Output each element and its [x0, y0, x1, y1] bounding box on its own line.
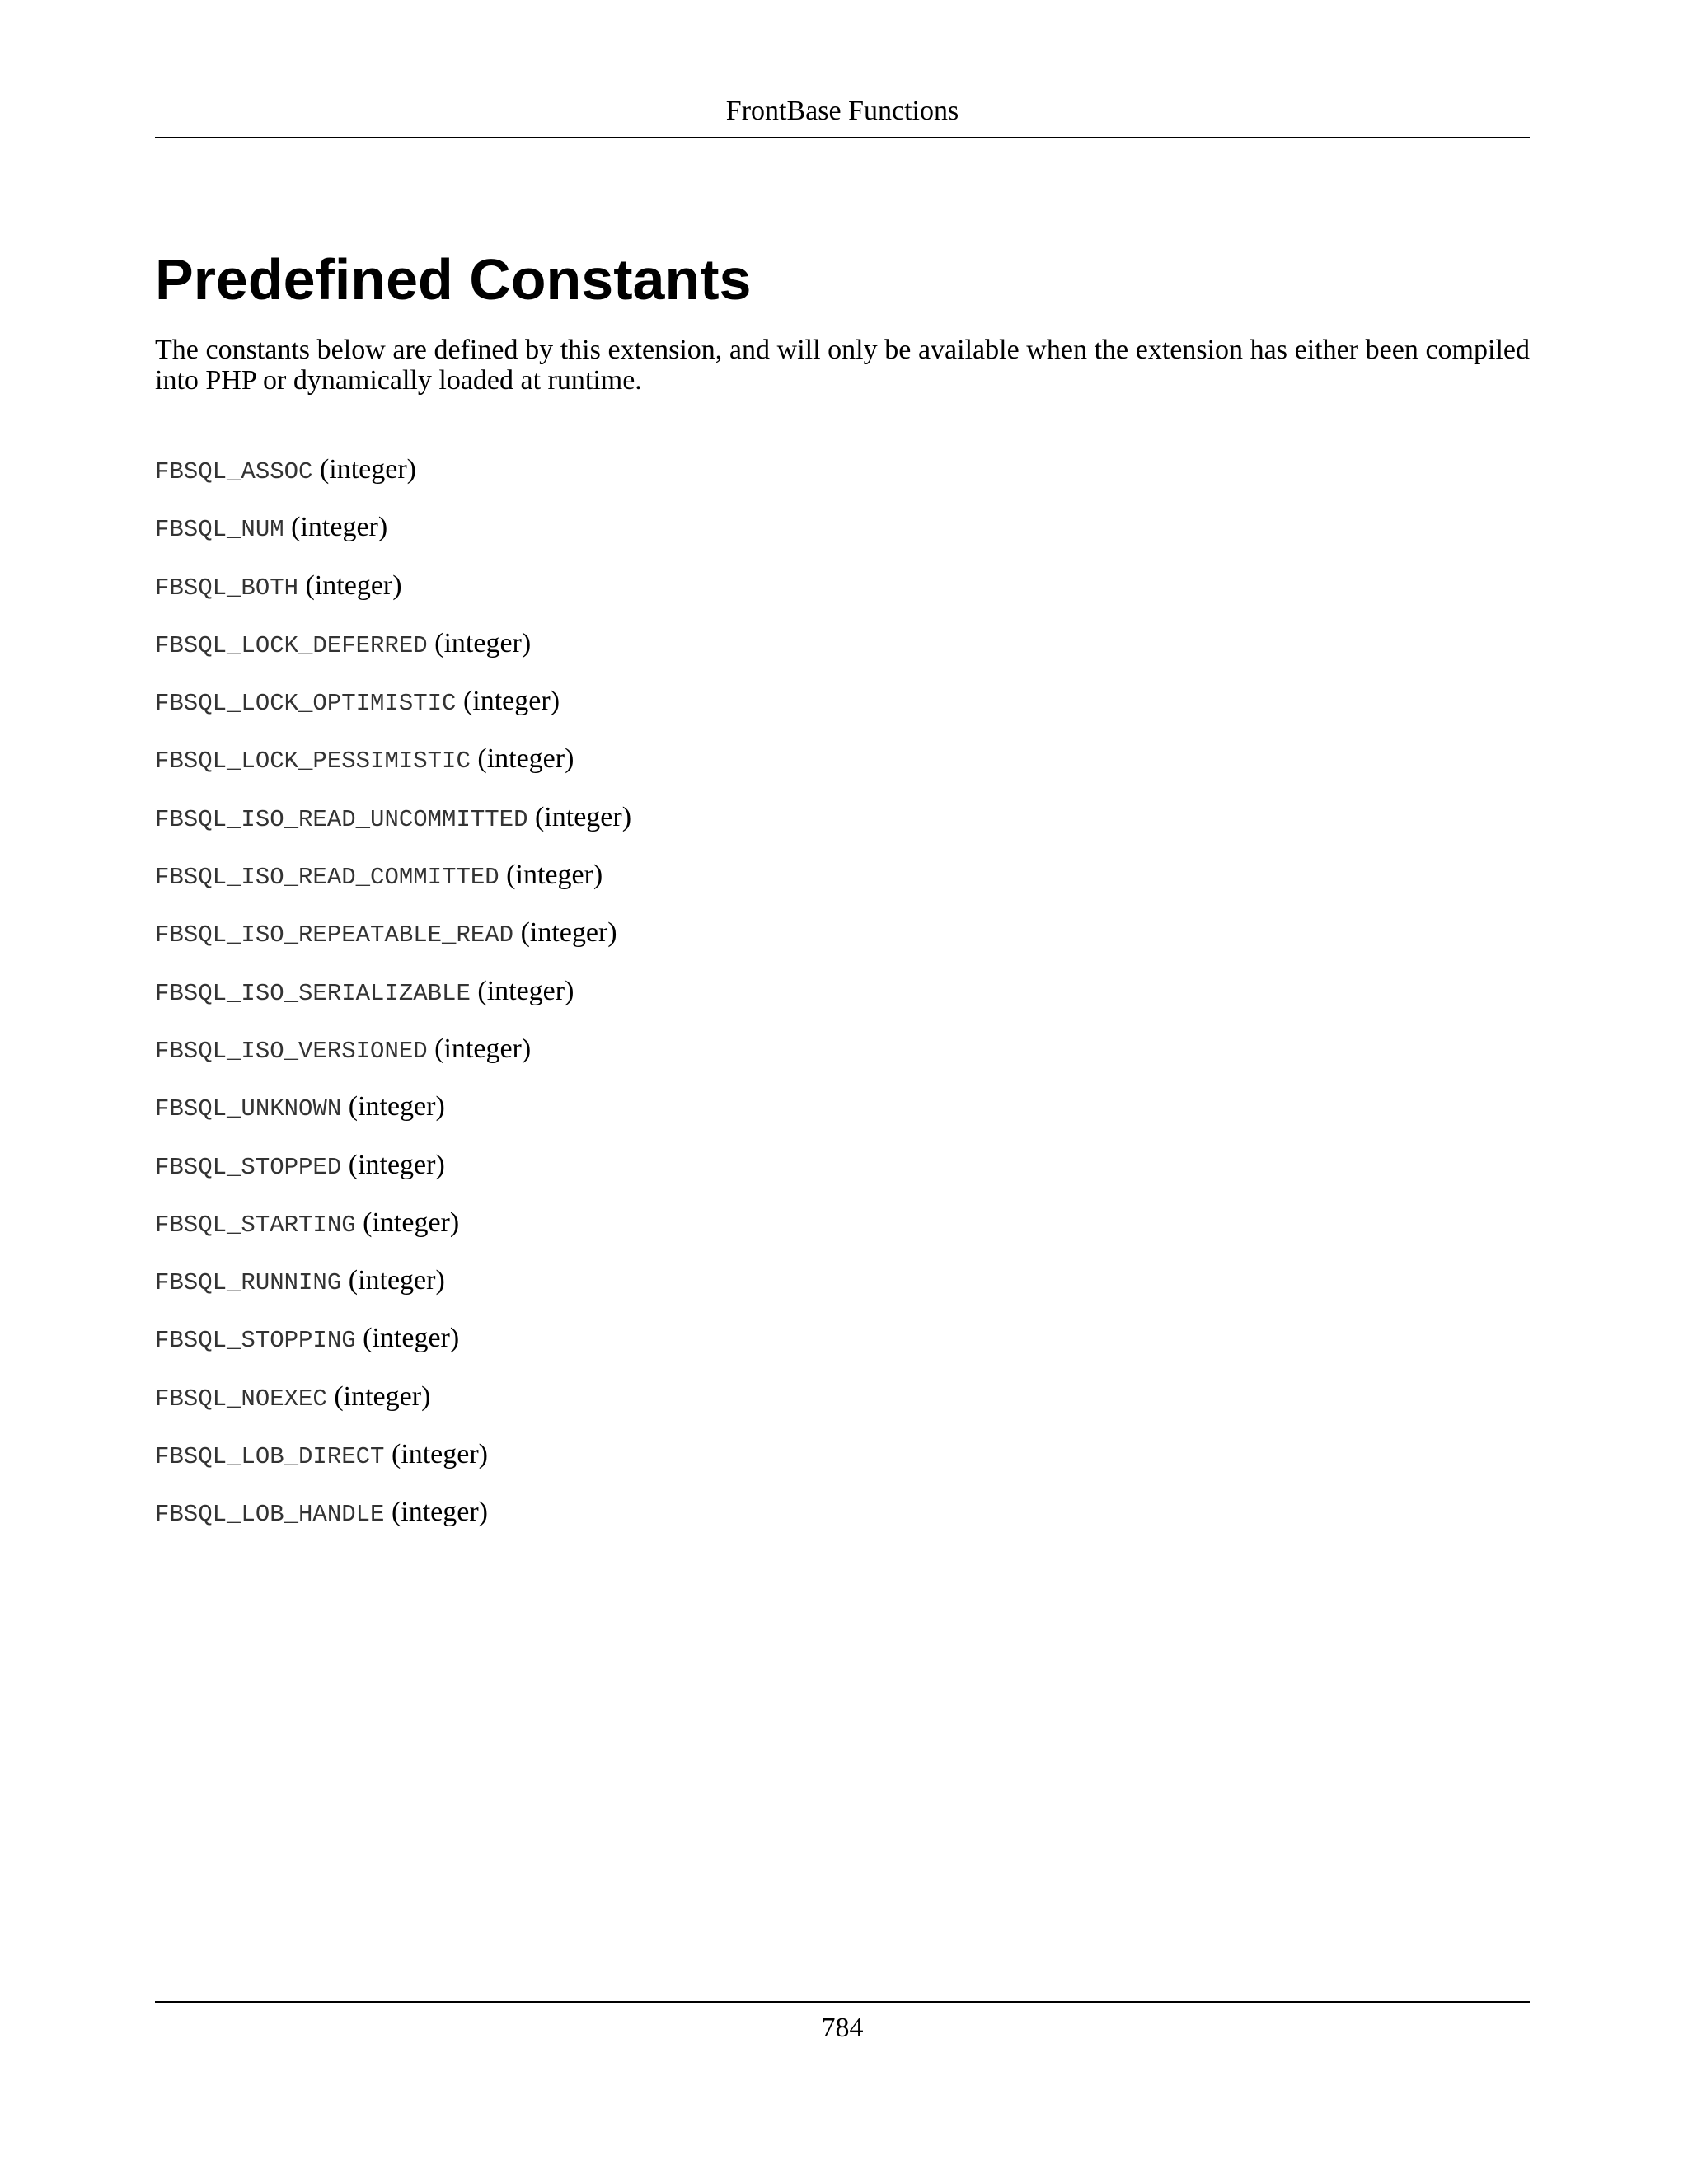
constant-name: FBSQL_LOB_DIRECT	[155, 1443, 385, 1471]
constant-name: FBSQL_STOPPED	[155, 1153, 342, 1181]
constant-type: (integer)	[363, 1323, 460, 1354]
constant-item	[155, 453, 631, 511]
page-footer	[155, 2001, 1530, 2050]
constant-name: FBSQL_LOB_HANDLE	[155, 1501, 385, 1529]
constant-type: (integer)	[434, 627, 532, 658]
constant-type: (integer)	[462, 686, 560, 717]
constant-name: FBSQL_ASSOC	[155, 458, 313, 485]
constants-list	[155, 453, 631, 1554]
constant-name: FBSQL_BOTH	[155, 574, 299, 602]
intro-paragraph: The constants below are defined by this extension, and will only be available when the extension has either been compiled into PHP or dynamically loaded at runtime.	[155, 335, 1530, 396]
constant-item	[155, 1496, 631, 1554]
running-header-title: FrontBase Functions	[725, 96, 959, 126]
constant-type: (integer)	[319, 454, 416, 485]
constant-item	[155, 511, 631, 569]
constant-item	[155, 859, 631, 916]
constant-type: (integer)	[534, 801, 632, 832]
constant-name: FBSQL_ISO_READ_UNCOMMITTED	[155, 805, 528, 833]
constant-item	[155, 975, 631, 1033]
constant-name: FBSQL_LOCK_PESSIMISTIC	[155, 748, 471, 776]
constant-name: FBSQL_UNKNOWN	[155, 1095, 342, 1123]
constant-type: (integer)	[477, 975, 574, 1006]
constant-item	[155, 801, 631, 859]
constant-name: FBSQL_LOCK_DEFERRED	[155, 631, 428, 659]
constant-item	[155, 685, 631, 743]
constant-type: (integer)	[348, 1149, 445, 1180]
constant-item	[155, 916, 631, 974]
constant-type: (integer)	[520, 917, 617, 949]
constant-type: (integer)	[391, 1497, 488, 1528]
constant-name: FBSQL_ISO_VERSIONED	[155, 1037, 428, 1065]
constant-name: FBSQL_NUM	[155, 516, 284, 544]
constant-item	[155, 1149, 631, 1207]
constant-item	[155, 569, 631, 627]
constant-item	[155, 1264, 631, 1322]
constant-item	[155, 1322, 631, 1380]
constant-item	[155, 1380, 631, 1438]
constant-item	[155, 743, 631, 800]
constant-type: (integer)	[291, 512, 388, 543]
constant-name: FBSQL_ISO_REPEATABLE_READ	[155, 921, 514, 949]
constant-type: (integer)	[305, 569, 402, 601]
constant-name: FBSQL_STOPPING	[155, 1327, 356, 1355]
constant-type: (integer)	[434, 1033, 532, 1064]
constant-type: (integer)	[477, 743, 574, 775]
constant-item	[155, 1090, 631, 1148]
page-number: 784	[821, 2013, 864, 2043]
constant-name: FBSQL_STARTING	[155, 1211, 356, 1239]
constant-type: (integer)	[348, 1265, 445, 1296]
constant-item	[155, 1033, 631, 1090]
constant-name: FBSQL_RUNNING	[155, 1269, 342, 1297]
constant-type: (integer)	[391, 1439, 488, 1470]
constant-item	[155, 1438, 631, 1496]
constant-type: (integer)	[334, 1380, 431, 1412]
constant-type: (integer)	[363, 1207, 460, 1238]
constant-type: (integer)	[348, 1091, 445, 1122]
constant-name: FBSQL_NOEXEC	[155, 1385, 327, 1413]
constant-item	[155, 627, 631, 685]
running-header	[155, 89, 1530, 138]
section-title: Predefined Constants	[155, 247, 752, 312]
constant-name: FBSQL_ISO_SERIALIZABLE	[155, 979, 471, 1007]
constant-name: FBSQL_ISO_READ_COMMITTED	[155, 864, 499, 892]
constant-type: (integer)	[506, 860, 603, 891]
constant-item	[155, 1207, 631, 1264]
constant-name: FBSQL_LOCK_OPTIMISTIC	[155, 690, 457, 718]
